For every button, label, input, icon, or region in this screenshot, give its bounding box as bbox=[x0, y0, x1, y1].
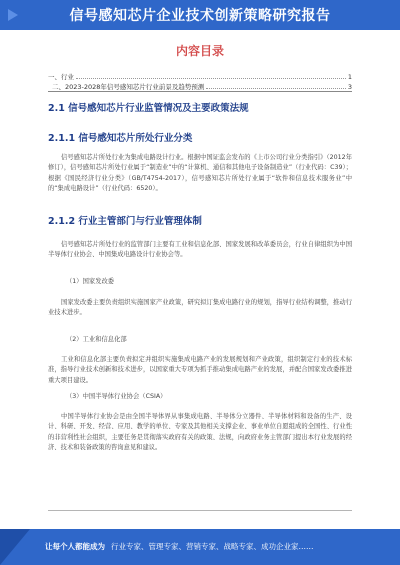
toc-divider bbox=[48, 91, 352, 92]
page-header bbox=[0, 0, 400, 30]
footer-slant-decoration bbox=[0, 529, 30, 565]
body-paragraph: 信号感知芯片所处行业为集成电路设计行业。根据中国证监会发布的《上市公司行业分类指引》（2012年修订），信号感知芯片所处行业属于“制造业”中的“计算机、通信和其他电子设备制造业”（行业代码：C39）；根据《国民经济行业分类》（GB/T4754-2017），信号感知芯片所处行业属于“软件和信息技术服务业”中的“集成电路设计”（行业代码：6520）。 bbox=[48, 154, 352, 193]
body-paragraph: 国家发改委主要负责组织实施国家产业政策，研究拟订集成电路行业的规划，指导行业结构调整，推动行业技术进步。 bbox=[48, 299, 352, 317]
report-title: 信号感知芯片企业技术创新策略研究报告 bbox=[69, 8, 331, 24]
body-paragraph: 信号感知芯片所处行业的监管部门主要有工业和信息化部、国家发展和改革委员会，行业自律组织为中国半导体行业协会、中国集成电路设计行业协会等。 bbox=[48, 241, 352, 259]
subheading: （2）工业和信息化部 bbox=[66, 336, 127, 343]
header-arrow-icon bbox=[8, 9, 18, 21]
body-paragraph: 工业和信息化部主要负责拟定并组织实施集成电路产业的发展规划和产业政策，组织制定行业的技术标准，指导行业技术创新和技术进步，以国家重大专项为抓手推动集成电路产业的发展，并配合国家发改委推进重大项目建设。 bbox=[48, 356, 352, 384]
section-heading: 2.1.2 行业主管部门与行业管理体制 bbox=[48, 216, 202, 227]
toc-entry-page: 3 bbox=[347, 83, 352, 91]
page-footer bbox=[0, 529, 400, 565]
toc-leader-dots bbox=[76, 78, 346, 79]
toc-entry-page: 1 bbox=[347, 73, 352, 81]
toc-entry-label: 二、2023-2028年信号感知芯片行业前景及趋势预测 bbox=[52, 83, 205, 91]
toc-entry-label: 一、行业 bbox=[48, 73, 74, 81]
toc-entry[interactable] bbox=[48, 82, 352, 91]
footer-lead: 让每个人都能成为 bbox=[45, 542, 105, 551]
section-heading: 2.1.1 信号感知芯片所处行业分类 bbox=[48, 133, 193, 144]
toc-title: 内容目录 bbox=[175, 44, 224, 58]
toc-entry[interactable] bbox=[48, 72, 352, 81]
section-heading: 2.1 信号感知芯片行业监管情况及主要政策法规 bbox=[48, 103, 249, 114]
footer-roles: 行业专家、管理专家、营销专家、战略专家、成功企业家…… bbox=[111, 542, 314, 551]
body-paragraph: 中国半导体行业协会是由全国半导体界从事集成电路、半导体分立器件、半导体材料和设备的生产、设计、科研、开发、经营、应用、教学的单位、专家及其他相关支撑企业、事业单位自愿组成的全国性、行业性的非营利性社会组织，主要任务是贯彻落实政府有关的政策、法规，向政府业务主管部门提出本行业发展的经济、技术和装备政策的咨询意见和建议。 bbox=[48, 413, 352, 452]
subheading: （3）中国半导体行业协会（CSIA） bbox=[66, 393, 167, 400]
subheading: （1）国家发改委 bbox=[66, 278, 115, 285]
toc-leader-dots bbox=[206, 88, 345, 89]
page-divider bbox=[48, 510, 352, 511]
footer-slogan bbox=[45, 529, 314, 565]
